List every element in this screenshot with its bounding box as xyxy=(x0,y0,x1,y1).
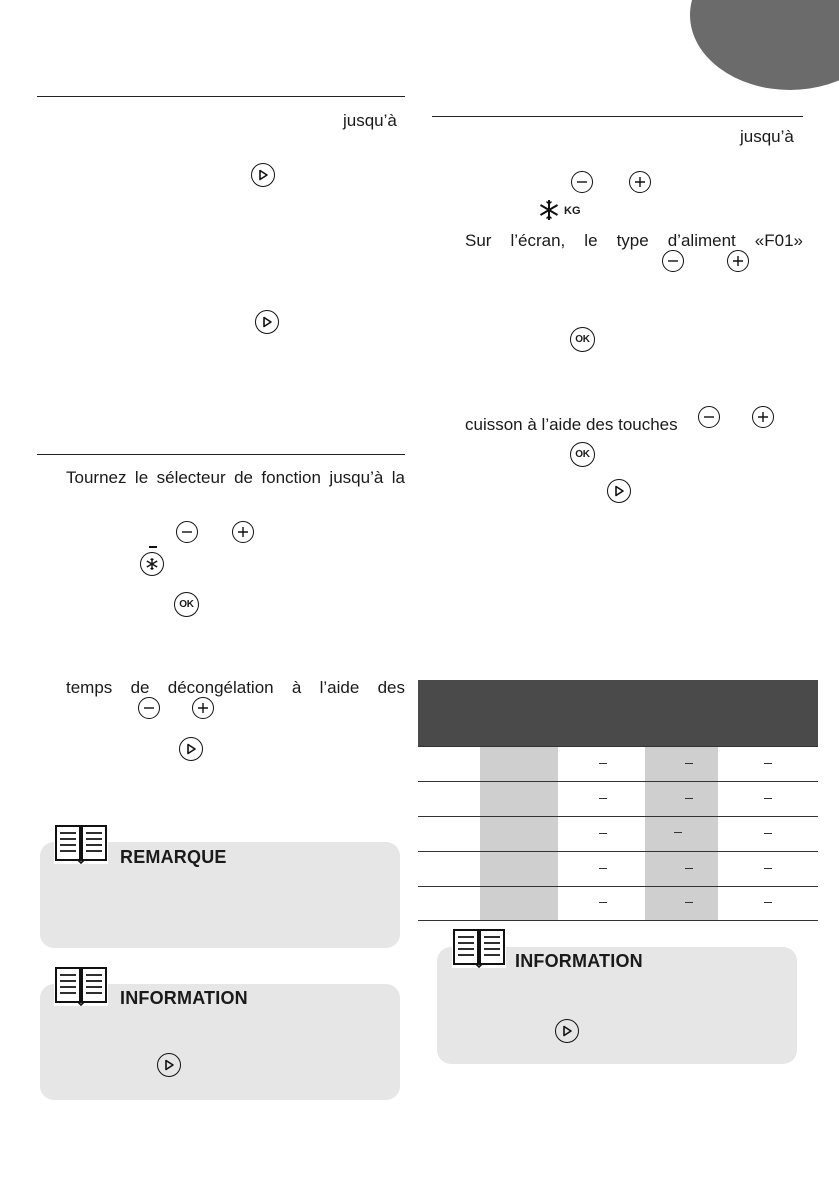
plus-icon xyxy=(752,406,774,428)
start-icon xyxy=(157,1053,181,1077)
instruction-line: temps de décongélation à l’aide des xyxy=(66,678,405,697)
book-icon xyxy=(452,928,506,968)
table-cell-dash xyxy=(599,798,607,799)
ok-icon: OK xyxy=(570,327,595,352)
table-cell-dash xyxy=(764,833,772,834)
remarque-title: REMARQUE xyxy=(120,847,227,867)
ok-icon: OK xyxy=(174,592,199,617)
table-row-line xyxy=(418,851,818,852)
text-jusqua: jusqu’à xyxy=(740,127,794,146)
table-shaded-column xyxy=(480,746,558,920)
instruction-line: cuisson à l’aide des touches xyxy=(465,415,678,434)
start-icon xyxy=(607,479,631,503)
book-icon xyxy=(54,824,108,864)
table-cell-dash xyxy=(764,798,772,799)
ok-icon: OK xyxy=(570,442,595,467)
minus-icon xyxy=(698,406,720,428)
instruction-line: Sur l’écran, le type d’aliment «F01» xyxy=(465,231,803,250)
table-cell-dash xyxy=(674,832,682,833)
start-icon xyxy=(251,163,275,187)
table-cell-dash xyxy=(599,833,607,834)
section-divider xyxy=(432,116,803,117)
book-icon xyxy=(54,966,108,1006)
information-title: INFORMATION xyxy=(515,951,643,971)
table-cell-dash xyxy=(685,763,693,764)
table-cell-dash xyxy=(764,868,772,869)
plus-icon xyxy=(629,171,651,193)
table-row-line xyxy=(418,781,818,782)
snowflake-icon xyxy=(538,199,560,221)
table-row-line xyxy=(418,886,818,887)
instruction-line: Tournez le sélecteur de fonction jusqu’à la xyxy=(66,468,405,487)
table-cell-dash xyxy=(764,902,772,903)
defrost-time-icon xyxy=(140,552,164,576)
information-title: INFORMATION xyxy=(120,988,248,1008)
start-icon xyxy=(179,737,203,761)
section-divider xyxy=(37,96,405,97)
text-jusqua: jusqu’à xyxy=(343,111,397,130)
table-cell-dash xyxy=(685,868,693,869)
table-row-line xyxy=(418,746,818,747)
timer-cap xyxy=(149,546,157,548)
table-cell-dash xyxy=(599,763,607,764)
section-divider xyxy=(37,454,405,455)
minus-icon xyxy=(571,171,593,193)
plus-icon xyxy=(232,521,254,543)
minus-icon xyxy=(176,521,198,543)
table-cell-dash xyxy=(764,763,772,764)
table-shaded-column xyxy=(645,746,718,920)
table-header xyxy=(418,680,818,746)
table-row-line xyxy=(418,920,818,921)
chapter-tab xyxy=(690,0,839,90)
start-icon xyxy=(255,310,279,334)
minus-icon xyxy=(138,697,160,719)
table-cell-dash xyxy=(685,902,693,903)
table-cell-dash xyxy=(685,798,693,799)
minus-icon xyxy=(662,250,684,272)
start-icon xyxy=(555,1019,579,1043)
plus-icon xyxy=(727,250,749,272)
table-cell-dash xyxy=(599,902,607,903)
plus-icon xyxy=(192,697,214,719)
table-cell-dash xyxy=(599,868,607,869)
table-row-line xyxy=(418,816,818,817)
kg-label: KG xyxy=(564,205,581,217)
